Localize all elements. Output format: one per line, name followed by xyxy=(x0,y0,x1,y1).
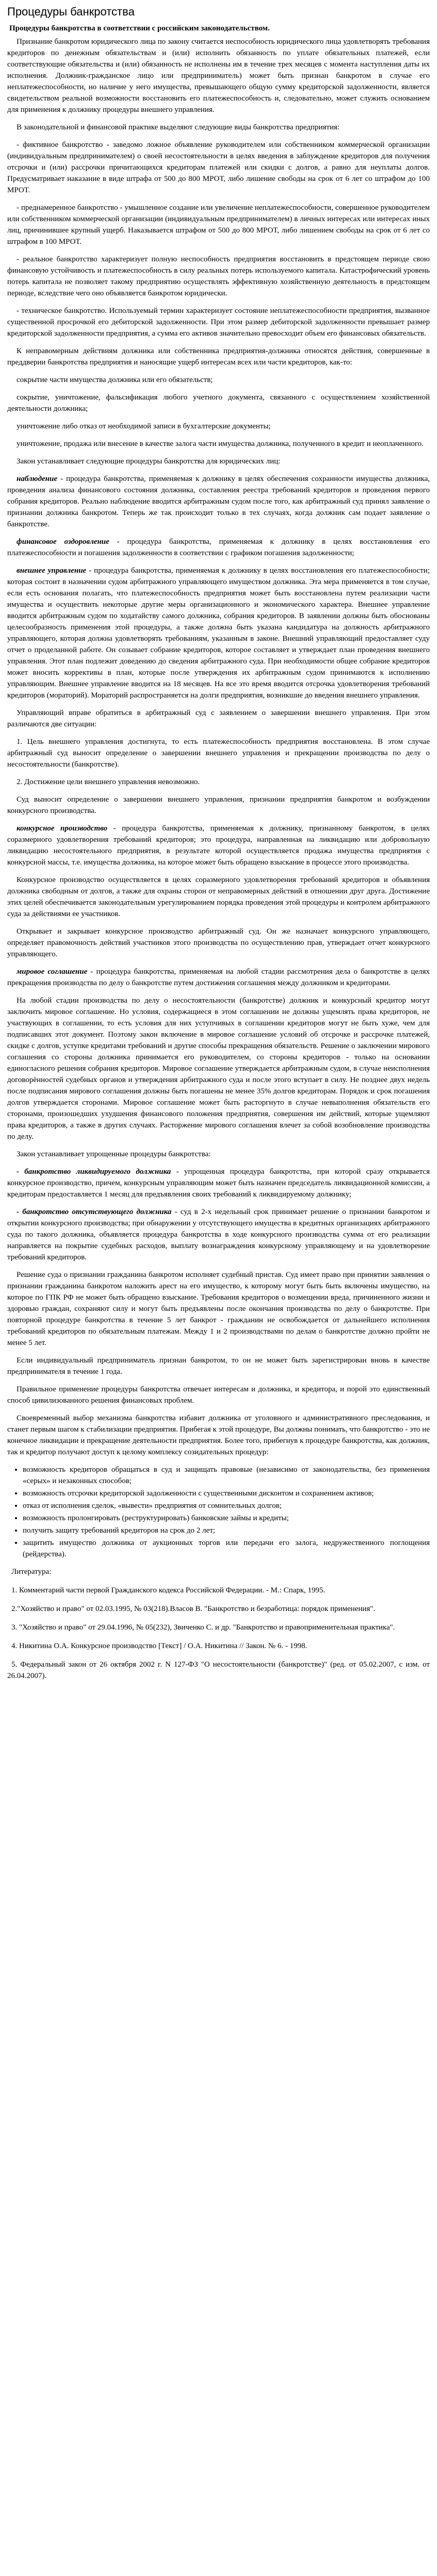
body-paragraph: Решение суда о признании гражданина банкротом исполняет судебный пристав. Суд имеет право при принятии заявления о признании гражданина банкротом наложить арест на его имущество, к которому могут быть быть включены имущество, на которое по ГПК РФ не может быть обращено взыскание. Требования кредиторов о возмещении вреда, причиненного жизни и здоровью граждан, сохраняют силу и могут быть предъявлены после окончания производства по делу о банкротстве. При повторной процедуре банкротства в течение 5 лет банкрот - гражданин не освобождается от дальнейшего исполнения требований кредиторов по обязательным платежам. Между 1 и 2 производствами по делам о банкротстве должно пройти не менее 5 лет. xyxy=(7,1271,430,1347)
procedures-intro: Закон устанавливает следующие процедуры банкротства для юридических лиц: xyxy=(17,457,281,466)
manager-case: 1. Цель внешнего управления достигнута, то есть платежеспособность предприятия восстановлена. В этом случае арбитражный суд выносит определение о завершении внешнего управления и прекращении производства по делу о несостоятельности (банкротстве). xyxy=(7,738,430,769)
bankruptcy-type xyxy=(7,254,430,299)
procedure-term: - банкротство отсутствующего должника xyxy=(17,1208,172,1216)
type-lead: - фиктивное банкротство xyxy=(17,141,103,149)
procedure xyxy=(7,966,430,989)
procedure-text: - процедура банкротства, применяемая на любой стадии рассмотрения дела о банкротстве в целях прекращения производства по делу о банкротстве путем достижения соглашения между должником и кредиторами. xyxy=(7,968,430,987)
literature-item: 5. Федеральный закон от 26 октября 2002 г. N 127-ФЗ "О несостоятельности (банкротстве)" (ред. от 05.02.2007, с изм. от 26.04.2007). xyxy=(7,1660,430,1680)
measure-item: уничтожение, продажа или внесение в качестве залога части имущества должника, полученного в кредит и неоплаченного. xyxy=(17,440,424,448)
procedure xyxy=(7,473,430,530)
procedure-term: мировое соглашение xyxy=(17,968,88,976)
list-item: • возможность отсрочки кредиторской задолженности с существенными дисконтом и сохранением активов; xyxy=(23,1488,430,1499)
type-lead: - техническое банкротство. xyxy=(17,307,107,315)
measures-intro: К неправомерным действиям должника или собственника предприятия-должника относятся действия, совершенные в преддверии банкротства предприятия и наносящие ущерб интересам всех или части кредиторов, как-то: xyxy=(7,347,430,367)
simplified-procedure xyxy=(7,1166,430,1200)
procedure-term: конкурсное производство xyxy=(17,824,108,833)
type-text: - умышленное создание или увеличение неплатежеспособности, совершенное руководителем или собственником коммерческой организации (индивидуальным предпринимателем) в личных интересах или интересах иных лиц, причинившее крупный ущерб. Наказывается штрафом от 500 до 800 МРОТ, либо лишением свободы на срок от 6 лет со штрафом в 100 МРОТ. xyxy=(7,204,430,246)
procedure-text: - процедура банкротства, применяемая к должнику в целях восстановления его платежеспособности и погашения задолженности в соответствии с графиком погашения задолженности; xyxy=(7,538,430,557)
procedure-text: - упрощенная процедура банкротства, при которой сразу открывается конкурсное производство, причем, конкурсным управляющим может быть назначен председатель ликвидационной комиссии, а кредиторам предоставляется 1 месяц для предъявления своих требований к ликвидируемому должнику; xyxy=(7,1168,430,1199)
manager-paragraph: Управляющий вправе обратиться в арбитражный суд с заявлением о завершении внешнего управления. При этом различаются две ситуации: xyxy=(7,709,430,728)
literature-item: 1. Комментарий части первой Гражданского кодекса Российской Федерации. - М.: Спарк, 1995. xyxy=(11,1586,326,1594)
procedure-term: внешнее управление xyxy=(17,567,87,575)
procedure-term: - банкротство ликвидируемого должника xyxy=(17,1168,171,1176)
body-paragraph: Конкурсное производство осуществляется в целях соразмерного удовлетворения требований кредиторов и объявления должника свободным от долгов, а также для охраны сторон от неправомерных действий в отношении друг друга. Достижение этих целей обеспечивается законодательным урегулированием порядка проведения этой процедуры и контролем арбитражного суда за действиями ее участников. xyxy=(7,876,430,918)
procedure-term: финансовое оздоровление xyxy=(17,538,109,546)
body-paragraph: Своевременный выбор механизма банкротства избавит должника от уголовного и административного преследования, и станет первым шагом к стабилизации предприятия. Прибегая к этой процедуре, Вы должны понимать, что банкротство - это не конечное ликвидации и прекращение деятельности предприятия. Более того, прибегнув к процедуре банкротства, как должник, так и кредитор получают доступ к целому комплексу созидательных процедур: xyxy=(7,1414,430,1456)
body-paragraph: Открывает и закрывает конкурсное производство арбитражный суд. Он же назначает конкурсного управляющего, определяет правомочность действий участников этого производства по осуществлению прав, утверждает отчет конкурсного управляющего. xyxy=(7,927,430,958)
court-paragraph: Суд выносит определение о завершении внешнего управления, признании предприятия банкротом и возбуждении конкурсного производства. xyxy=(7,795,430,815)
procedure-text: - процедура банкротства, применяемая к должнику в целях обеспечения сохранности имущества должника, проведения анализа финансового состояния должника, составления реестра требований кредиторов и проведения первого собрания кредиторов. Реально наблюдение вводится арбитражным судом после того, как арбитражный суд принял заявление о признании должника банкротом. Теперь же так происходит только в тех случаях, когда должник сам подает заявление о банкротстве. xyxy=(7,475,430,528)
list-item: • получить защиту требований кредиторов на срок до 2 лет; xyxy=(23,1525,430,1536)
procedure xyxy=(7,823,430,868)
intro-paragraph: В законодательной и финансовой практике выделяют следующие виды банкротства предприятия: xyxy=(17,123,340,131)
literature-item: 2."Хозяйство и право" от 02.03.1995, № 03(218).Власов В. "Банкротство и безработица: порядок применения". xyxy=(11,1605,376,1613)
manager-case: 2. Достижение цели внешнего управления невозможно. xyxy=(17,778,200,786)
body-paragraph: Правильное применение процедуры банкротства отвечает интересам и должника, и кредитора, и порой это единственный способ цивилизованного решения финансовых проблем. xyxy=(7,1385,430,1405)
procedure-text: - процедура банкротства, применяемая к должнику, признанному банкротом, в целях соразмерного удовлетворения требований кредиторов; это процедура, направленная на ликвидацию или добровольную ликвидацию несостоятельного предприятия, в результате которой осуществляется продажа имущества предприятия с конкурсной массы, т.е. имущества должника, на которое может быть обращено взыскание в процессе этого производства. xyxy=(7,824,430,867)
type-text: Используемый термин характеризует состояние неплатежеспособности предприятия, вызванное существенной просрочкой его дебиторской задолженности. При этом размер дебиторской задолженности превышает размер кредиторской задолженности предприятия, а сумма его активов значительно превосходит объем его финансовых обязательств. xyxy=(7,307,430,338)
measure-item: сокрытие части имущества должника или его обязательств; xyxy=(17,376,213,384)
list-item: • защитить имущество должника от аукционных торгов или передачи его залога, недружественного поглощения (рейдерства). xyxy=(23,1537,430,1560)
section-subtitle: Процедуры банкротства в соответствии с российским законодательством. xyxy=(9,24,270,32)
literature-heading: Литература: xyxy=(11,1568,52,1576)
procedure xyxy=(7,536,430,559)
simplified-intro: Закон устанавливает упрощенные процедуры банкротства: xyxy=(17,1150,211,1158)
procedure-text: - суд в 2-х недельный срок принимает решение о признании банкротом и открытии конкурсного производства; при обнаружении у отсутствующего имущества в кредитных организациях арбитражного суда по такого должника, объявляется процедура банкротства в ходе конкурсного производства сумма от его реализации направляется на покрытие судебных расходов, выплату вознаграждения конкурсному управляющему и на удовлетворение требований кредиторов. xyxy=(7,1208,430,1261)
measure-item: сокрытие, уничтожение, фальсификация любого учетного документа, связанного с осуществлением хозяйственной деятельности должника; xyxy=(7,393,430,413)
measure-item: уничтожение либо отказ от необходимой записи в бухгалтерские документы; xyxy=(17,422,271,430)
bankruptcy-type xyxy=(7,305,430,339)
procedure xyxy=(7,565,430,701)
list-item: • отказ от исполнения сделок, «вывести» предприятия от сомнительных долгов; xyxy=(23,1500,430,1511)
literature-item: 4. Никитина О.А. Конкурсное производство [Текст] / О.А. Никитина // Закон. № 6. - 1998. xyxy=(11,1642,307,1650)
bankruptcy-type xyxy=(7,202,430,247)
benefits-list xyxy=(7,1464,430,1560)
list-item: • возможность пролонгировать (реструктурировать) банковские займы и кредиты; xyxy=(23,1513,430,1524)
intro-paragraph: Признание банкротом юридического лица по закону считается неспособность юридического лица удовлетворять требования кредиторов по денежным обязательствам и (или) исполнить обязанность по уплате обязательных платежей, если соответствующие обязательства и (или) обязанность не исполнены им в течение трех месяцев с момента наступления даты их исполнения. Должник-гражданское лицо или предприниматель) может быть признан банкротом в случае его неплатежеспособности, но наличие у него имущества, превышающего общую сумму кредиторской задолженности, является свидетельством реальной возможности восстановить его платежеспособность и, следовательно, может служить основанием для применения к должнику процедуры внешнего управления. xyxy=(7,38,430,114)
procedure-term: наблюдение xyxy=(17,475,58,483)
type-lead: - реальное банкротство xyxy=(17,255,98,263)
list-item: • возможность кредиторов обращаться в суд и защищать правовые (независимо от законодательства, без применения «серых» и незаконных способов; xyxy=(23,1464,430,1487)
simplified-procedure xyxy=(7,1206,430,1263)
type-lead: - преднамеренное банкротство xyxy=(17,204,118,212)
literature-item: 3. "Хозяйство и право" от 29.04.1996, № 05(232), Звиченко С. и др. "Банкротство и правоприменительная практика". xyxy=(11,1623,395,1632)
body-paragraph: На любой стадии производства по делу о несостоятельности (банкротстве) должник и конкурсный кредитор могут заключить мировое соглашение. Но условия, содержащиеся в этом соглашении не должны ущемлять права кредиторов, не участвующих в соглашении, то есть условия для них уступчивых в соглашении кредиторов могут не быть хуже, чем для подписавших этот документ. Поэтому закон включение в мировое соглашение условий об отсрочке и рассрочке платежей, скидке с долгов, уступке кредитами требований и другие способы прекращения обязательств. Решение о заключении мирового соглашения со стороны должника принимается его руководителем, со стороны кредиторов - только на основании единогласного решения собрания кредиторов. Мировое соглашение утверждается арбитражным судом, в случае неисполнения договорённостей судебных органов и утверждения арбитражного суда и после этого вступает в силу. Не позднее двух недель после подписания мирового соглашения должны быть погашены не менее 35% долгов кредиторам. Порядок и срок погашения долгов утверждается сторонами. Мировое соглашение может быть расторгнуто в случае невыполнения обязательств его сторонами, произошедших ухудшения финансового положения предприятия, совершения им действий, которые ущемляют права кредиторов, а также в других случаях. Расторжение мирового соглашения влечет за собой возобновление производства по делу. xyxy=(7,996,430,1141)
body-paragraph: Если индивидуальный предприниматель признан банкротом, то он не может быть зарегистрирован вновь в качестве предпринимателя в течение 1 года. xyxy=(7,1356,430,1376)
type-text: характеризует полную неспособность предприятия восстановить в предстоящем периоде свою финансовую устойчивость и платежеспособность в силу реальных потерь используемого капитала. Катастрофический уровень потерь капитала не позволяет такому предприятию осуществлять эффективную хозяйственную деятельность в предстоящем периоде, вследствие чего оно объявляется банкротом юридически. xyxy=(7,255,430,297)
page-title: Процедуры банкротства xyxy=(7,5,135,18)
procedure-text: - процедура банкротства, применяемая к должнику в целях восстановления его платежеспособности; которая состоит в назначении судом арбитражного управляющего имуществом должника. Эта мера применяется в том случае, если есть основания полагать, что платежеспособность предприятия может быть восстановлена путем реализации части имущества и осуществить некоторые другие меры организационного и экономического характера. Внешнее управление вводится арбитражным судом по ходатайству самого должника, собрания кредиторов. В заявлении должны быть обоснованы целесообразность применения этой процедуры, а также должна быть указана кандидатура на должность арбитражного управляющего, которая должна удовлетворять требованиям, указанным в законе. Внешний управляющий предоставляет суду отчет о проделанной работе. Он созывает собрание кредиторов, которое составляет и утверждает план проведения внешнего управления. Этот план подлежит доведению до сведения арбитражного суда. При необходимости общее собрание кредиторов может вносить коррективы в план, которые после утверждения их арбитражным судом принимаются к исполнению управляющим. Внешнее управление вводится на 18 месяцев. На все это время вводится отсрочка удовлетворения требований кредиторов (мораторий). Мораторий распространяется на долги предприятия, возникшие до введения внешнего управления. xyxy=(7,567,430,700)
bankruptcy-type xyxy=(7,139,430,196)
type-text: - заведомо ложное объявление руководителем или собственником коммерческой организации (индивидуальным предпринимателем) о своей несостоятельности в целях введения в заблуждение кредиторов для получения отсрочки и (или) рассрочки причитающихся кредиторам платежей или скидки с долгов, а равно для неуплаты долгов. Предусматривает наказание в виде штрафа от 500 до 800 МРОТ, либо лишение свободы на срок от 6 лет со штрафом до 100 МРОТ. xyxy=(7,141,430,194)
